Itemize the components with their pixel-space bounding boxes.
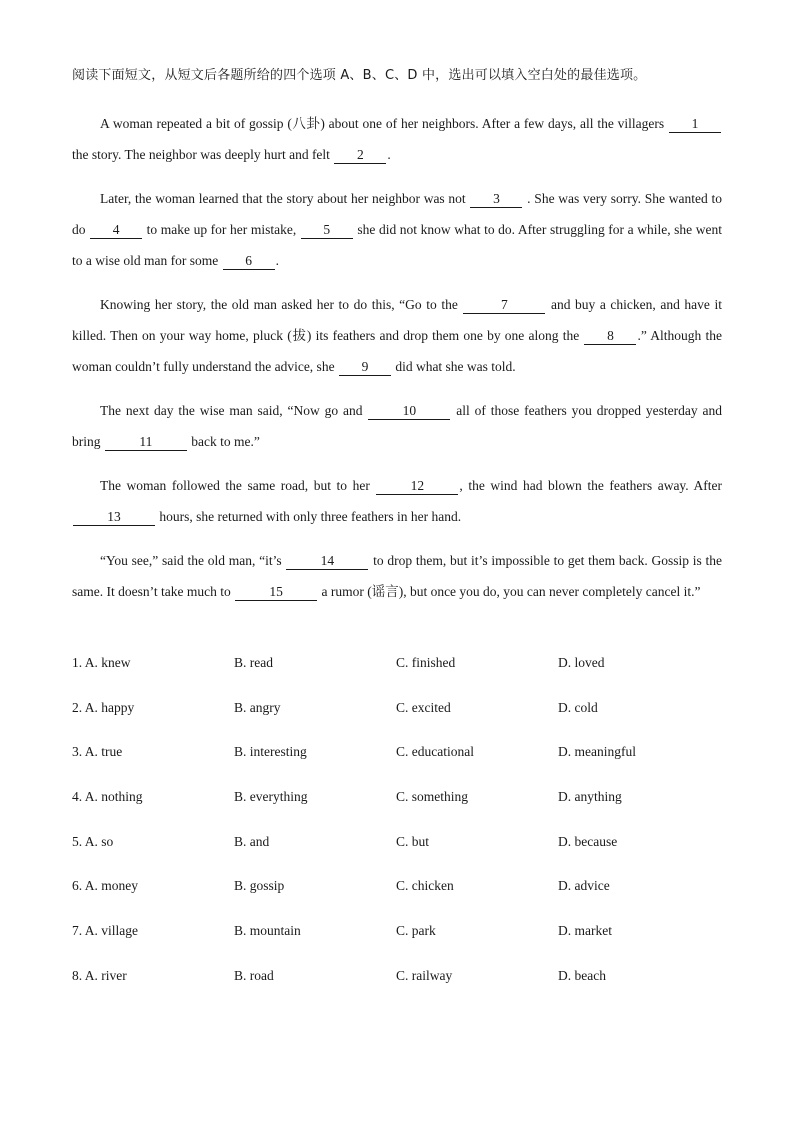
passage-text: .: [387, 147, 391, 162]
passage-text: back to me.”: [187, 434, 260, 449]
option-b: B. interesting: [234, 744, 307, 760]
blank-2: 2: [334, 147, 386, 164]
question-row-1: [72, 655, 732, 700]
question-row-6: [72, 878, 732, 923]
question-row-3: [72, 744, 732, 789]
cloze-passage: [72, 108, 722, 620]
option-b: B. mountain: [234, 923, 301, 939]
option-d: D. advice: [558, 878, 610, 894]
passage-text: and buy a chicken, and have it killed. Then on your way home, pluck (拔) its feathers and drop them one by one along the: [72, 297, 722, 343]
option-c: C. park: [396, 923, 436, 939]
blank-5: 5: [301, 222, 353, 239]
option-d: D. meaningful: [558, 744, 636, 760]
blank-11: 11: [105, 434, 187, 451]
passage-text: . She was very sorry. She wanted to do: [72, 191, 722, 237]
passage-text: Knowing her story, the old man asked her to do this, “Go to the: [100, 297, 463, 312]
blank-6: 6: [223, 253, 275, 270]
paragraph-5: [72, 470, 722, 532]
question-row-8: [72, 968, 732, 1013]
option-b: B. everything: [234, 789, 308, 805]
blank-1: 1: [669, 116, 721, 133]
option-d: D. cold: [558, 699, 598, 715]
passage-text: Later, the woman learned that the story about her neighbor was not: [100, 191, 470, 206]
passage-text: to make up for her mistake,: [143, 222, 300, 237]
option-a: 1. A. knew: [72, 655, 131, 670]
option-c: C. educational: [396, 744, 474, 760]
option-d: D. beach: [558, 967, 606, 983]
question-row-7: [72, 923, 732, 968]
option-b: B. angry: [234, 699, 281, 715]
passage-text: a rumor (谣言), but once you do, you can never completely cancel it.”: [318, 584, 701, 599]
question-row-5: [72, 834, 732, 879]
answer-options: [72, 655, 732, 1013]
blank-14: 14: [286, 553, 368, 570]
option-a: 4. A. nothing: [72, 789, 143, 805]
option-c: C. finished: [396, 655, 456, 670]
option-a: 3. A. true: [72, 744, 123, 760]
option-c: C. something: [396, 789, 469, 805]
question-row-4: [72, 789, 732, 834]
passage-text: The woman followed the same road, but to her: [100, 478, 376, 493]
option-b: B. gossip: [234, 878, 285, 894]
option-d: D. market: [558, 923, 612, 939]
option-c: C. railway: [396, 967, 453, 983]
passage-text: .: [275, 253, 279, 268]
passage-text: , the wind had blown the feathers away. After: [459, 478, 722, 493]
question-row-2: [72, 700, 732, 745]
passage-text: the story. The neighbor was deeply hurt and felt: [72, 147, 334, 162]
blank-3: 3: [470, 191, 522, 208]
passage-text: did what she was told.: [391, 359, 516, 374]
option-d: D. because: [558, 833, 618, 849]
blank-4: 4: [90, 222, 142, 239]
option-a: 5. A. so: [72, 833, 114, 849]
option-a: 6. A. money: [72, 878, 138, 894]
instruction-text: 阅读下面短文，从短文后各题所给的四个选项 A、B、C、D 中，选出可以填入空白处的最佳选项。: [72, 68, 647, 83]
passage-text: A woman repeated a bit of gossip (八卦) about one of her neighbors. After a few days, all the villagers: [100, 116, 668, 131]
blank-8: 8: [584, 328, 636, 345]
option-b: B. read: [234, 655, 273, 670]
option-a: 7. A. village: [72, 923, 138, 939]
option-d: D. anything: [558, 789, 622, 805]
blank-15: 15: [235, 584, 317, 601]
passage-text: she did not know what to do. After struggling for a while, she went to a wise old man for some: [72, 222, 722, 268]
paragraph-2: [72, 183, 722, 276]
option-c: C. but: [396, 833, 430, 849]
option-c: C. chicken: [396, 878, 454, 894]
option-b: B. and: [234, 833, 270, 849]
passage-text: to drop them, but it’s impossible to get them back. Gossip is the same. It doesn’t take much to: [72, 553, 722, 599]
option-b: B. road: [234, 967, 274, 983]
option-c: C. excited: [396, 699, 451, 715]
paragraph-4: [72, 395, 722, 457]
blank-7: 7: [463, 297, 545, 314]
passage-text: all of those feathers you dropped yesterday and bring: [72, 403, 722, 449]
paragraph-6: [72, 545, 722, 607]
blank-9: 9: [339, 359, 391, 376]
blank-12: 12: [376, 478, 458, 495]
passage-text: hours, she returned with only three feathers in her hand.: [156, 509, 462, 524]
paragraph-1: [72, 108, 722, 170]
paragraph-3: [72, 289, 722, 382]
passage-text: “You see,” said the old man, “it’s: [100, 553, 286, 568]
passage-text: The next day the wise man said, “Now go and: [100, 403, 368, 418]
passage-text: .” Although the woman couldn’t fully understand the advice, she: [72, 328, 722, 374]
option-a: 2. A. happy: [72, 699, 135, 715]
option-a: 8. A. river: [72, 967, 127, 983]
blank-10: 10: [368, 403, 450, 420]
option-d: D. loved: [558, 655, 605, 670]
blank-13: 13: [73, 509, 155, 526]
